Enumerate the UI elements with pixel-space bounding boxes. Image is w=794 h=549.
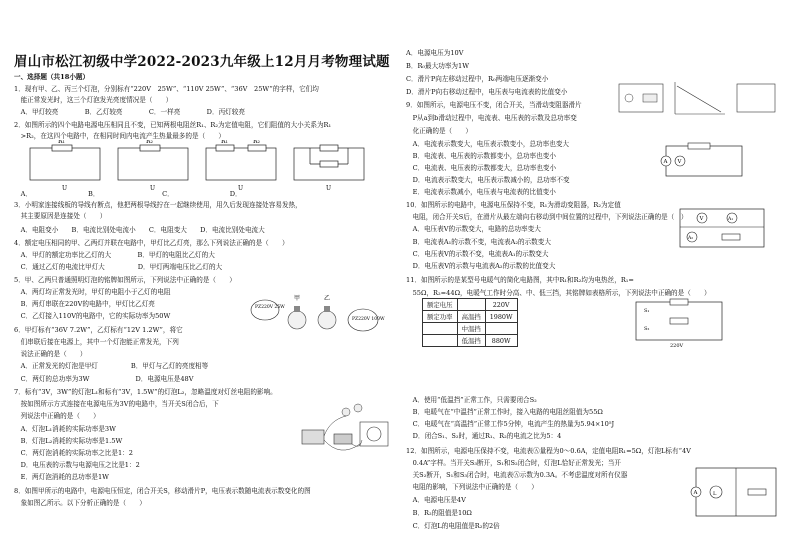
question-line: 6．甲灯标有“36V 7.2W”，乙灯标有“12V 1.2W”，将它 <box>14 326 183 334</box>
jia-rating: PZ220V 25W <box>255 305 285 310</box>
circuit-b <box>118 140 188 192</box>
circuit-c <box>206 140 276 192</box>
voltage-label: 220V <box>670 343 684 348</box>
yi-rating: PZ220V 100W <box>352 317 385 322</box>
table-row <box>423 299 518 311</box>
ammeter-label: A <box>693 490 698 496</box>
bulb-jia-icon <box>288 311 306 329</box>
bulb-yi-icon <box>318 311 336 329</box>
ammeter-label: A <box>663 159 668 165</box>
question-line: A．正常发光的灯泡是甲灯 B．甲灯与乙灯的亮度相等 <box>14 362 209 370</box>
question-line: A．电压表V的示数变大，电路的总功率变大 <box>406 225 541 233</box>
table-cell: 220V <box>485 299 517 311</box>
question-line: A．甲灯较亮 B．乙灯较亮 C．一样亮 D．丙灯较亮 <box>14 108 245 116</box>
r2-label: R₂ <box>146 140 153 145</box>
question-line: 列说法中正确的是（ ） <box>14 412 100 420</box>
question-line: 能正常发光时，这三个灯泡发光亮度情况是（ ） <box>14 96 173 104</box>
question-line: 5．甲、乙两只普通照明灯泡的铭牌如图所示，下列说法中正确的是（ ） <box>14 276 236 284</box>
question-line: 说法正确的是（ ） <box>14 350 87 358</box>
q12-circuit <box>690 462 782 524</box>
question-line: 按如图所示方式连接在电源电压为3V的电路中，当开关S闭合后，下 <box>14 400 219 408</box>
question-line: 1．现有甲、乙、丙三个灯泡，分别标有“220V 25W”、“110V 25W”、“36V 25W”的字样，它们均 <box>14 85 319 93</box>
question-line: C．电压表V的示数不变，电流表A₁的示数变大 <box>406 250 549 258</box>
table-cell: 高温挡 <box>457 311 485 323</box>
question-line: 0.4A”字样。当开关S₃断开，S₁和S₂闭合时，灯泡L恰好正常发光；当开 <box>406 459 621 467</box>
question-line: E．两灯泡消耗的总功率是1W <box>14 473 109 481</box>
question-line: B．R₂的阻值是10Ω <box>406 509 472 517</box>
r2-label: R₂ <box>253 140 260 145</box>
question-line: 7．标有“3V，3W”的灯泡L₁和标有“3V，1.5W”的灯泡L₂，忽略温度对灯丝电阻的影响。 <box>14 388 277 396</box>
question-line: C．电流表、电压表的示数都变大，总功率也变小 <box>406 164 557 172</box>
question-line: A．甲灯的额定功率比乙灯的大 B．甲灯的电阻比乙灯的大 <box>14 251 215 259</box>
question-line: D．滑片P向右移动过程中，电压表与电流表的比值变小 <box>406 88 568 96</box>
question-line: A．电源电压为10V <box>406 49 464 57</box>
question-line: D．电流表示数变大，电压表示数减小的，总功率不变 <box>406 176 570 184</box>
question-line: 2．如图所示的四个电路电源电压相同且不变，已知两根电阻丝R₁、R₂为定值电阻，它们阻值的大小关系为R₁ <box>14 121 332 129</box>
table-row <box>423 335 518 347</box>
q5-bulb-figure <box>245 288 385 340</box>
table-cell <box>423 335 458 347</box>
question-line: 电阻，闭合开关S后，在滑片从最左端向右移动到中间位置的过程中，下列说法正确的是（ ） <box>406 213 688 221</box>
question-line: C．两灯的总功率为3W D．电源电压是48V <box>14 375 194 383</box>
q8-figures <box>615 78 780 120</box>
circuit-a <box>30 140 100 192</box>
section-heading: 一、选择题（共18小题） <box>14 73 90 81</box>
question-line: 其主要原因是连接处（ ） <box>14 212 107 220</box>
question-line: C．乙灯接入110V的电路中，它的实际功率为50W <box>14 312 171 320</box>
question-line: 55Ω，R₂=44Ω，电暖气工作时分高、中、低三挡，其铭牌如表格所示，下列说法中正确的是（ ） <box>406 289 711 297</box>
question-line: D．电压表V的示数与电流表A₂的示数的比值变大 <box>406 262 556 270</box>
q11-rating-table <box>422 298 518 347</box>
question-line: B．两灯串联在220V的电路中，甲灯比乙灯亮 <box>14 300 155 308</box>
question-line: E．电流表示数减小，电压表与电流表的比值变小 <box>406 188 556 196</box>
question-line: C．通过乙灯的电流比甲灯大 D．甲灯两端电压比乙灯的大 <box>14 263 223 271</box>
question-line: D．闭合S₁、S₂时，通过R₁、R₂的电流之比为5：4 <box>406 432 562 440</box>
table-row <box>423 311 518 323</box>
question-line: A．电源电压是4V <box>406 496 466 504</box>
u-label: U <box>238 185 244 192</box>
question-line: 4．额定电压相同的甲、乙两灯并联在电路中，甲灯比乙灯亮，那么下列说法正确的是（ ） <box>14 239 289 247</box>
table-cell: 880W <box>485 335 517 347</box>
q7-apparatus-figure <box>300 400 392 462</box>
q9-circuit <box>660 140 750 182</box>
q2-circuit-figures <box>20 140 380 192</box>
r1-label: R₁ <box>58 140 65 145</box>
jia-label: 甲 <box>294 295 301 302</box>
voltmeter-label: V <box>677 159 682 165</box>
question-line: A．灯泡L₁消耗的实际功率是3W <box>14 425 116 433</box>
s2-label: S₂ <box>644 326 650 332</box>
q11-circuit <box>630 296 730 348</box>
q10-circuit <box>672 205 772 253</box>
table-cell: 额定功率 <box>423 311 458 323</box>
question-line: A．使用“低温挡”正常工作，只需要闭合S₂ <box>406 396 537 404</box>
r1-label: R₁ <box>221 140 228 145</box>
question-line: B．电流表A₁的示数不变，电流表A₂的示数变大 <box>406 238 551 246</box>
question-line: 关S₂断开，S₁和S₃闭合时，电流表Ⓐ示数为0.3A。不考虑温度对所有仪器 <box>406 471 628 479</box>
question-line: P从a到b滑动过程中，电流表、电压表的示数及总功率变 <box>406 114 577 122</box>
table-cell: 低温挡 <box>457 335 485 347</box>
question-line: 电阻的影响，下列说法中正确的是（ ） <box>406 483 538 491</box>
table-row <box>423 323 518 335</box>
u-label: U <box>326 185 332 192</box>
ammeter1-label: A₁ <box>728 217 734 222</box>
question-line: A． B． C． D． <box>14 190 242 198</box>
question-line: A．电阻变小 B．电流比别处电流小 C．电阻变大 D．电流比别处电流大 <box>14 226 265 234</box>
question-line: C．两灯泡消耗的实际功率之比是1：2 <box>14 449 133 457</box>
question-line: >R₂，在这四个电路中，在相同时间内电流产生热量最多的是（ ） <box>14 132 225 140</box>
question-line: C．电暖气在“高温挡”正常工作5分钟，电流产生的热量为5.94×10⁵J <box>406 420 615 428</box>
circuit-d <box>294 145 364 192</box>
table-cell <box>457 299 485 311</box>
table-cell <box>423 323 458 335</box>
question-line: 8．如图甲所示的电路中，电源电压恒定，闭合开关S，移动滑片P，电压表示数随电流表示数变化的图 <box>14 487 311 495</box>
bulb-icon <box>342 408 350 416</box>
question-line: 9．如图所示，电源电压不变，闭合开关，当滑动变阻器滑片 <box>406 101 582 109</box>
question-line: 3．小明家连接线板的导线有断点，他把两根导线拧在一起继续使用，用久后发现连接处容易发热， <box>14 201 302 209</box>
table-cell: 额定电压 <box>423 299 458 311</box>
question-line: C．滑片P向左移动过程中，R₀两端电压逐渐变小 <box>406 75 549 83</box>
u-label: U <box>150 185 156 192</box>
question-line: 们串联后接在电源上，其中一个灯泡能正常发光，下列 <box>14 338 179 346</box>
question-line: B．电流表、电压表的示数都变小，总功率也变小 <box>406 152 556 160</box>
question-line: 12．如图所示，电源电压保持不变，电流表Ⓐ量程为0～0.6A，定值电阻R₁=5Ω，灯泡L标有“4V <box>406 447 691 455</box>
u-label: U <box>62 185 68 192</box>
question-line: B．R₀最大功率为1W <box>406 62 469 70</box>
table-cell <box>485 323 517 335</box>
question-line: 象如图乙所示。以下分析正确的是（ ） <box>14 499 146 507</box>
question-line: B．灯泡L₂消耗的实际功率是1.5W <box>14 437 123 445</box>
yi-label: 乙 <box>324 295 331 302</box>
table-cell: 1980W <box>485 311 517 323</box>
question-line: 10．如图所示的电路中，电源电压保持不变，R₁为滑动变阻器，R₂为定值 <box>406 201 621 209</box>
voltmeter-label: V <box>699 216 704 222</box>
question-line: C．灯泡L的电阻值是R₂的2倍 <box>406 522 500 530</box>
bulb-icon <box>354 404 362 412</box>
question-line: 11．如图所示的是某型号电暖气的简化电路图，其中R₁和R₂均为电热丝，R₁= <box>406 276 634 284</box>
question-line: A．电流表示数变大，电压表示数变小，总功率也变大 <box>406 140 570 148</box>
question-line: D．电压表的示数与电源电压之比是1：2 <box>14 461 140 469</box>
question-line: B．电暖气在“中温挡”正常工作时，接入电路的电阻丝阻值为55Ω <box>406 408 603 416</box>
question-line: 化正确的是（ ） <box>406 127 472 135</box>
question-line: A．两灯均正常发光时，甲灯的电阻小于乙灯的电阻 <box>14 288 171 296</box>
table-cell: 中温挡 <box>457 323 485 335</box>
ammeter2-label: A₂ <box>688 236 694 241</box>
exam-title: 眉山市松江初级中学2022-2023九年级上12月月考物理试题 <box>14 54 390 70</box>
s1-label: S₁ <box>644 308 650 314</box>
lamp-label: L <box>713 491 717 497</box>
